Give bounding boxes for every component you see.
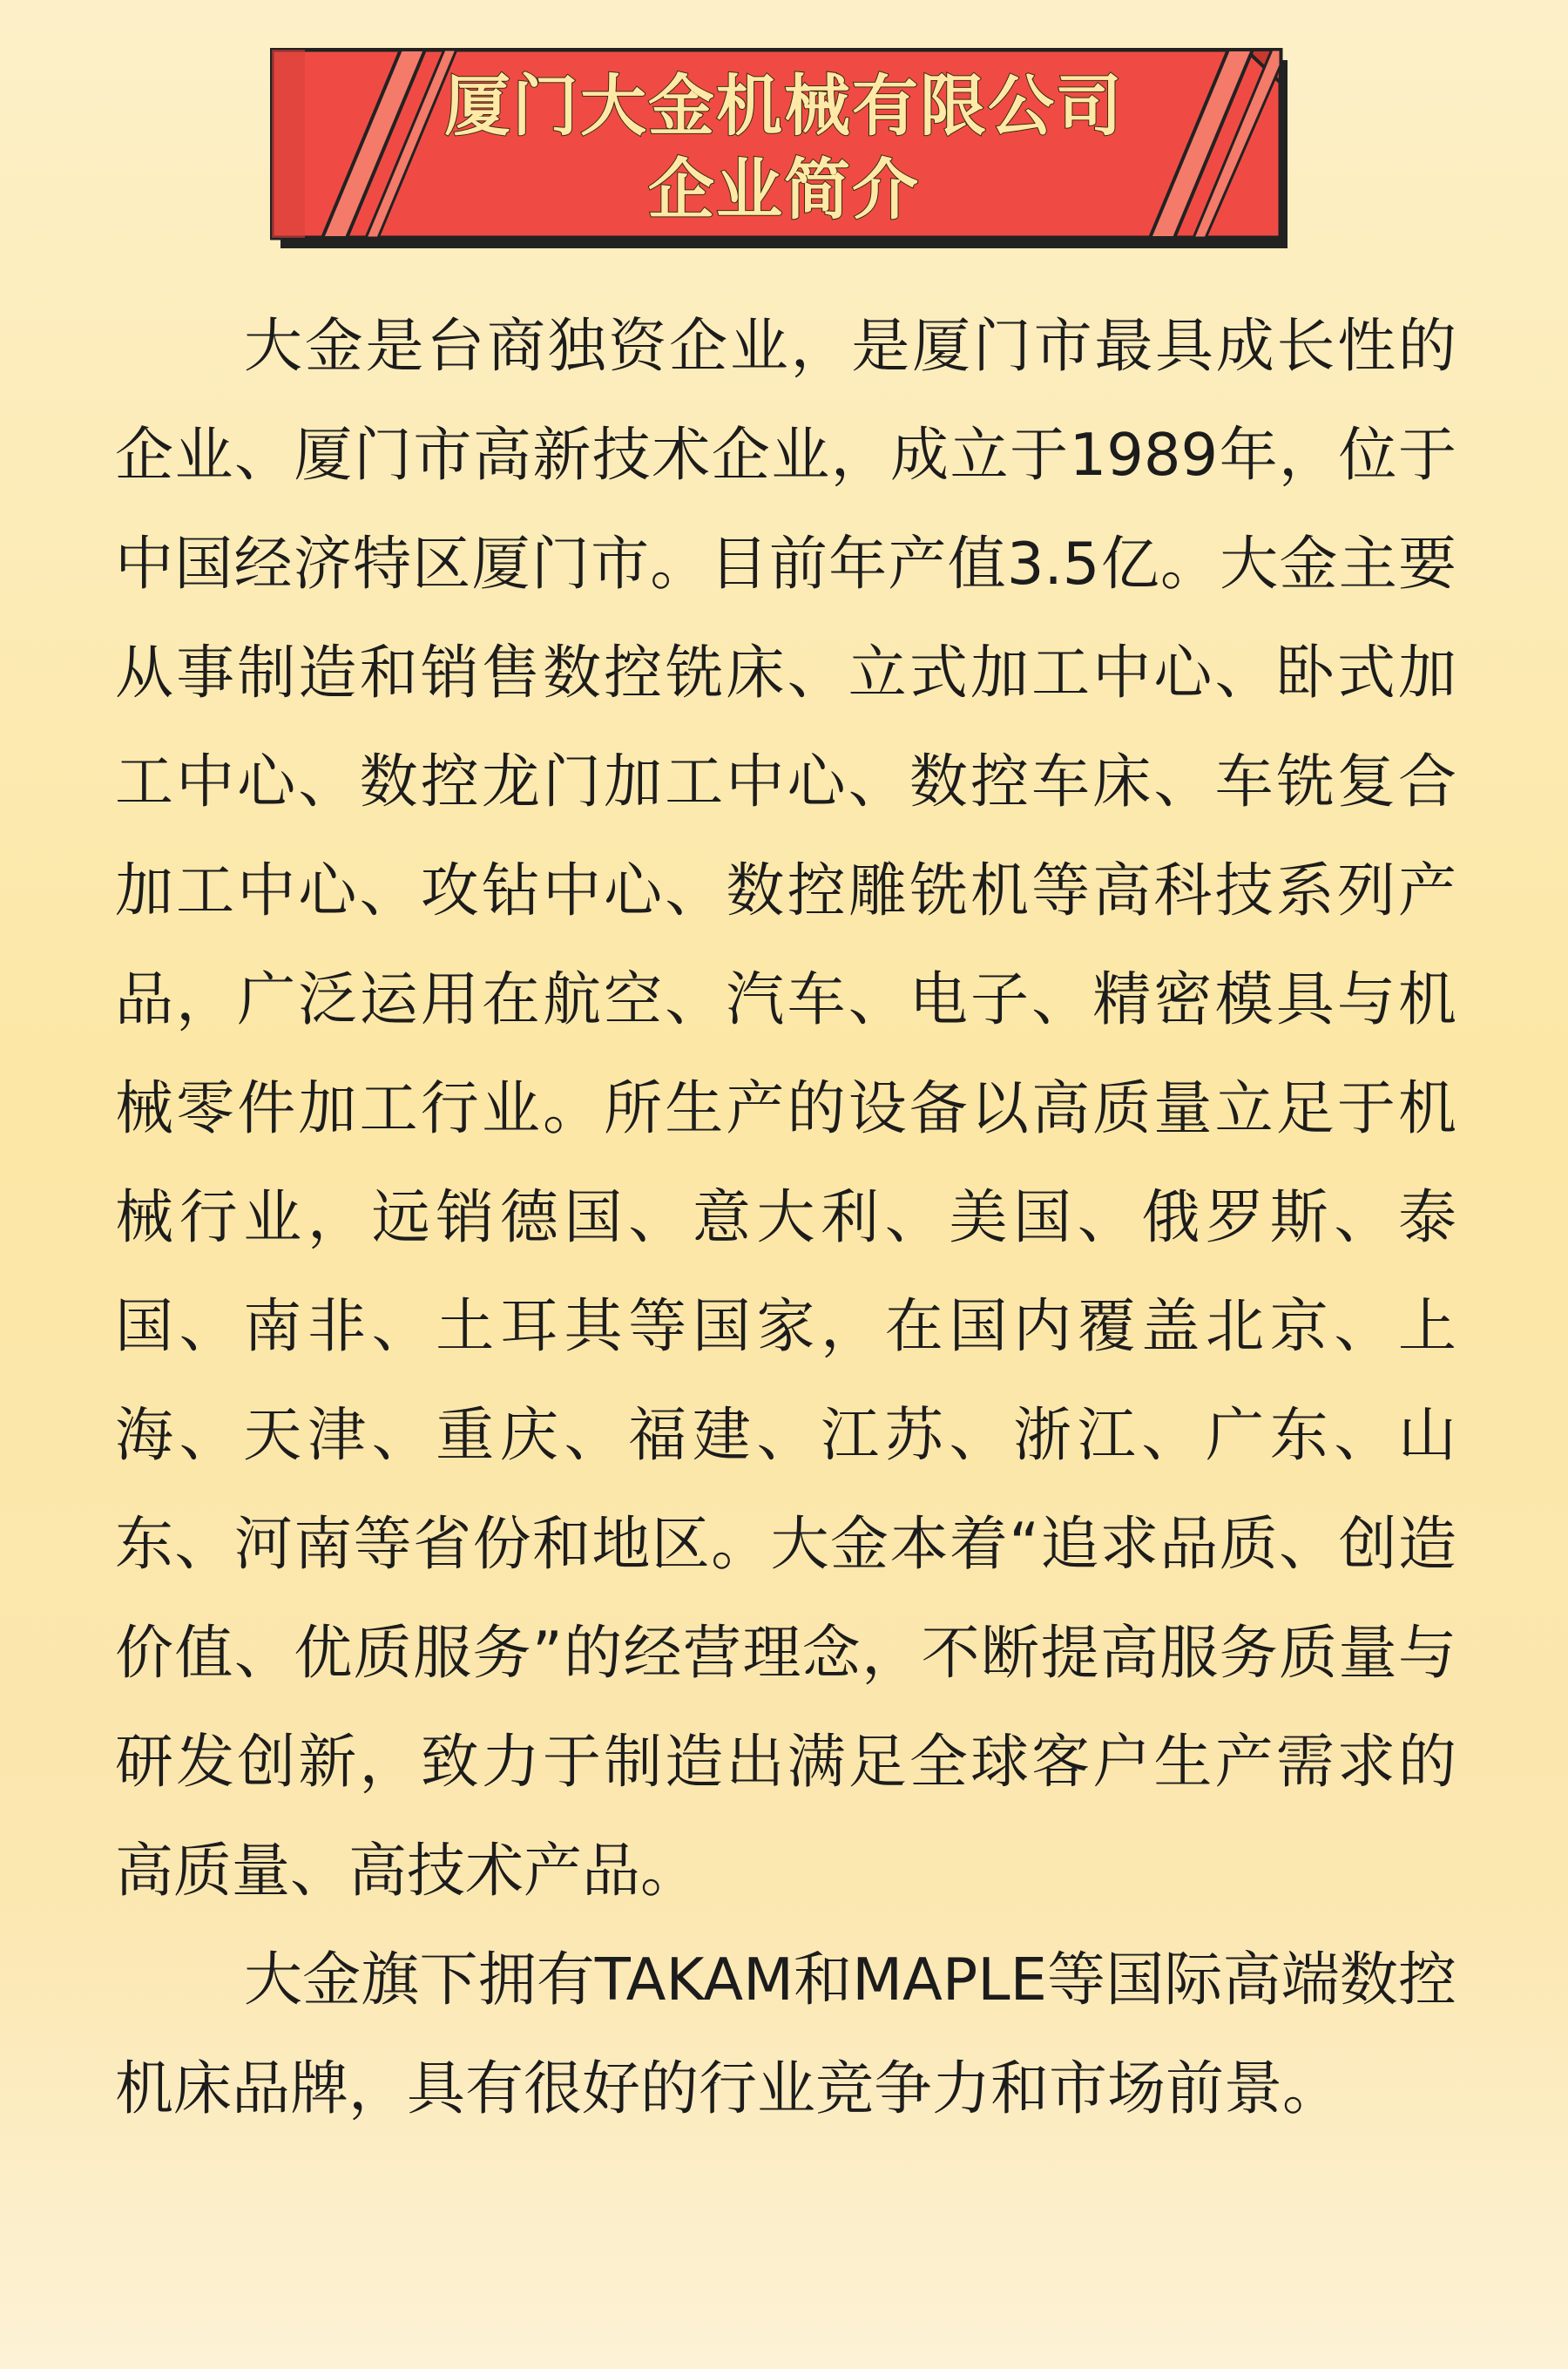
company-introduction-body xyxy=(115,292,1456,2143)
banner-title-block xyxy=(270,48,1298,248)
title-banner xyxy=(270,48,1298,248)
intro-paragraph-2: 大金旗下拥有TAKAM和MAPLE等国际高端数控机床品牌，具有很好的行业竞争力和市场前景。 xyxy=(115,1946,1456,2122)
intro-paragraph-1: 大金是台商独资企业，是厦门市最具成长性的企业、厦门市高新技术企业，成立于1989年，位于中国经济特区厦门市。目前年产值3.5亿。大金主要从事制造和销售数控铣床、立式加工中心、卧式加工中心、数控龙门加工中心、数控车床、车铣复合加工中心、攻钻中心、数控雕铣机等高科技系列产品，广泛运用在航空、汽车、电子、精密模具与机械零件加工行业。所生产的设备以高质量立足于机械行业，远销德国、意大利、美国、俄罗斯、泰国、南非、土耳其等国家，在国内覆盖北京、上海、天津、重庆、福建、江苏、浙江、广东、山东、河南等省份和地区。大金本着“追求品质、创造价值、优质服务”的经营理念，不断提高服务质量与研发创新，致力于制造出满足全球客户生产需求的高质量、高技术产品。 xyxy=(115,312,1456,1905)
company-name-title: 厦门大金机械有限公司 xyxy=(444,67,1124,145)
section-subtitle: 企业简介 xyxy=(648,151,920,228)
